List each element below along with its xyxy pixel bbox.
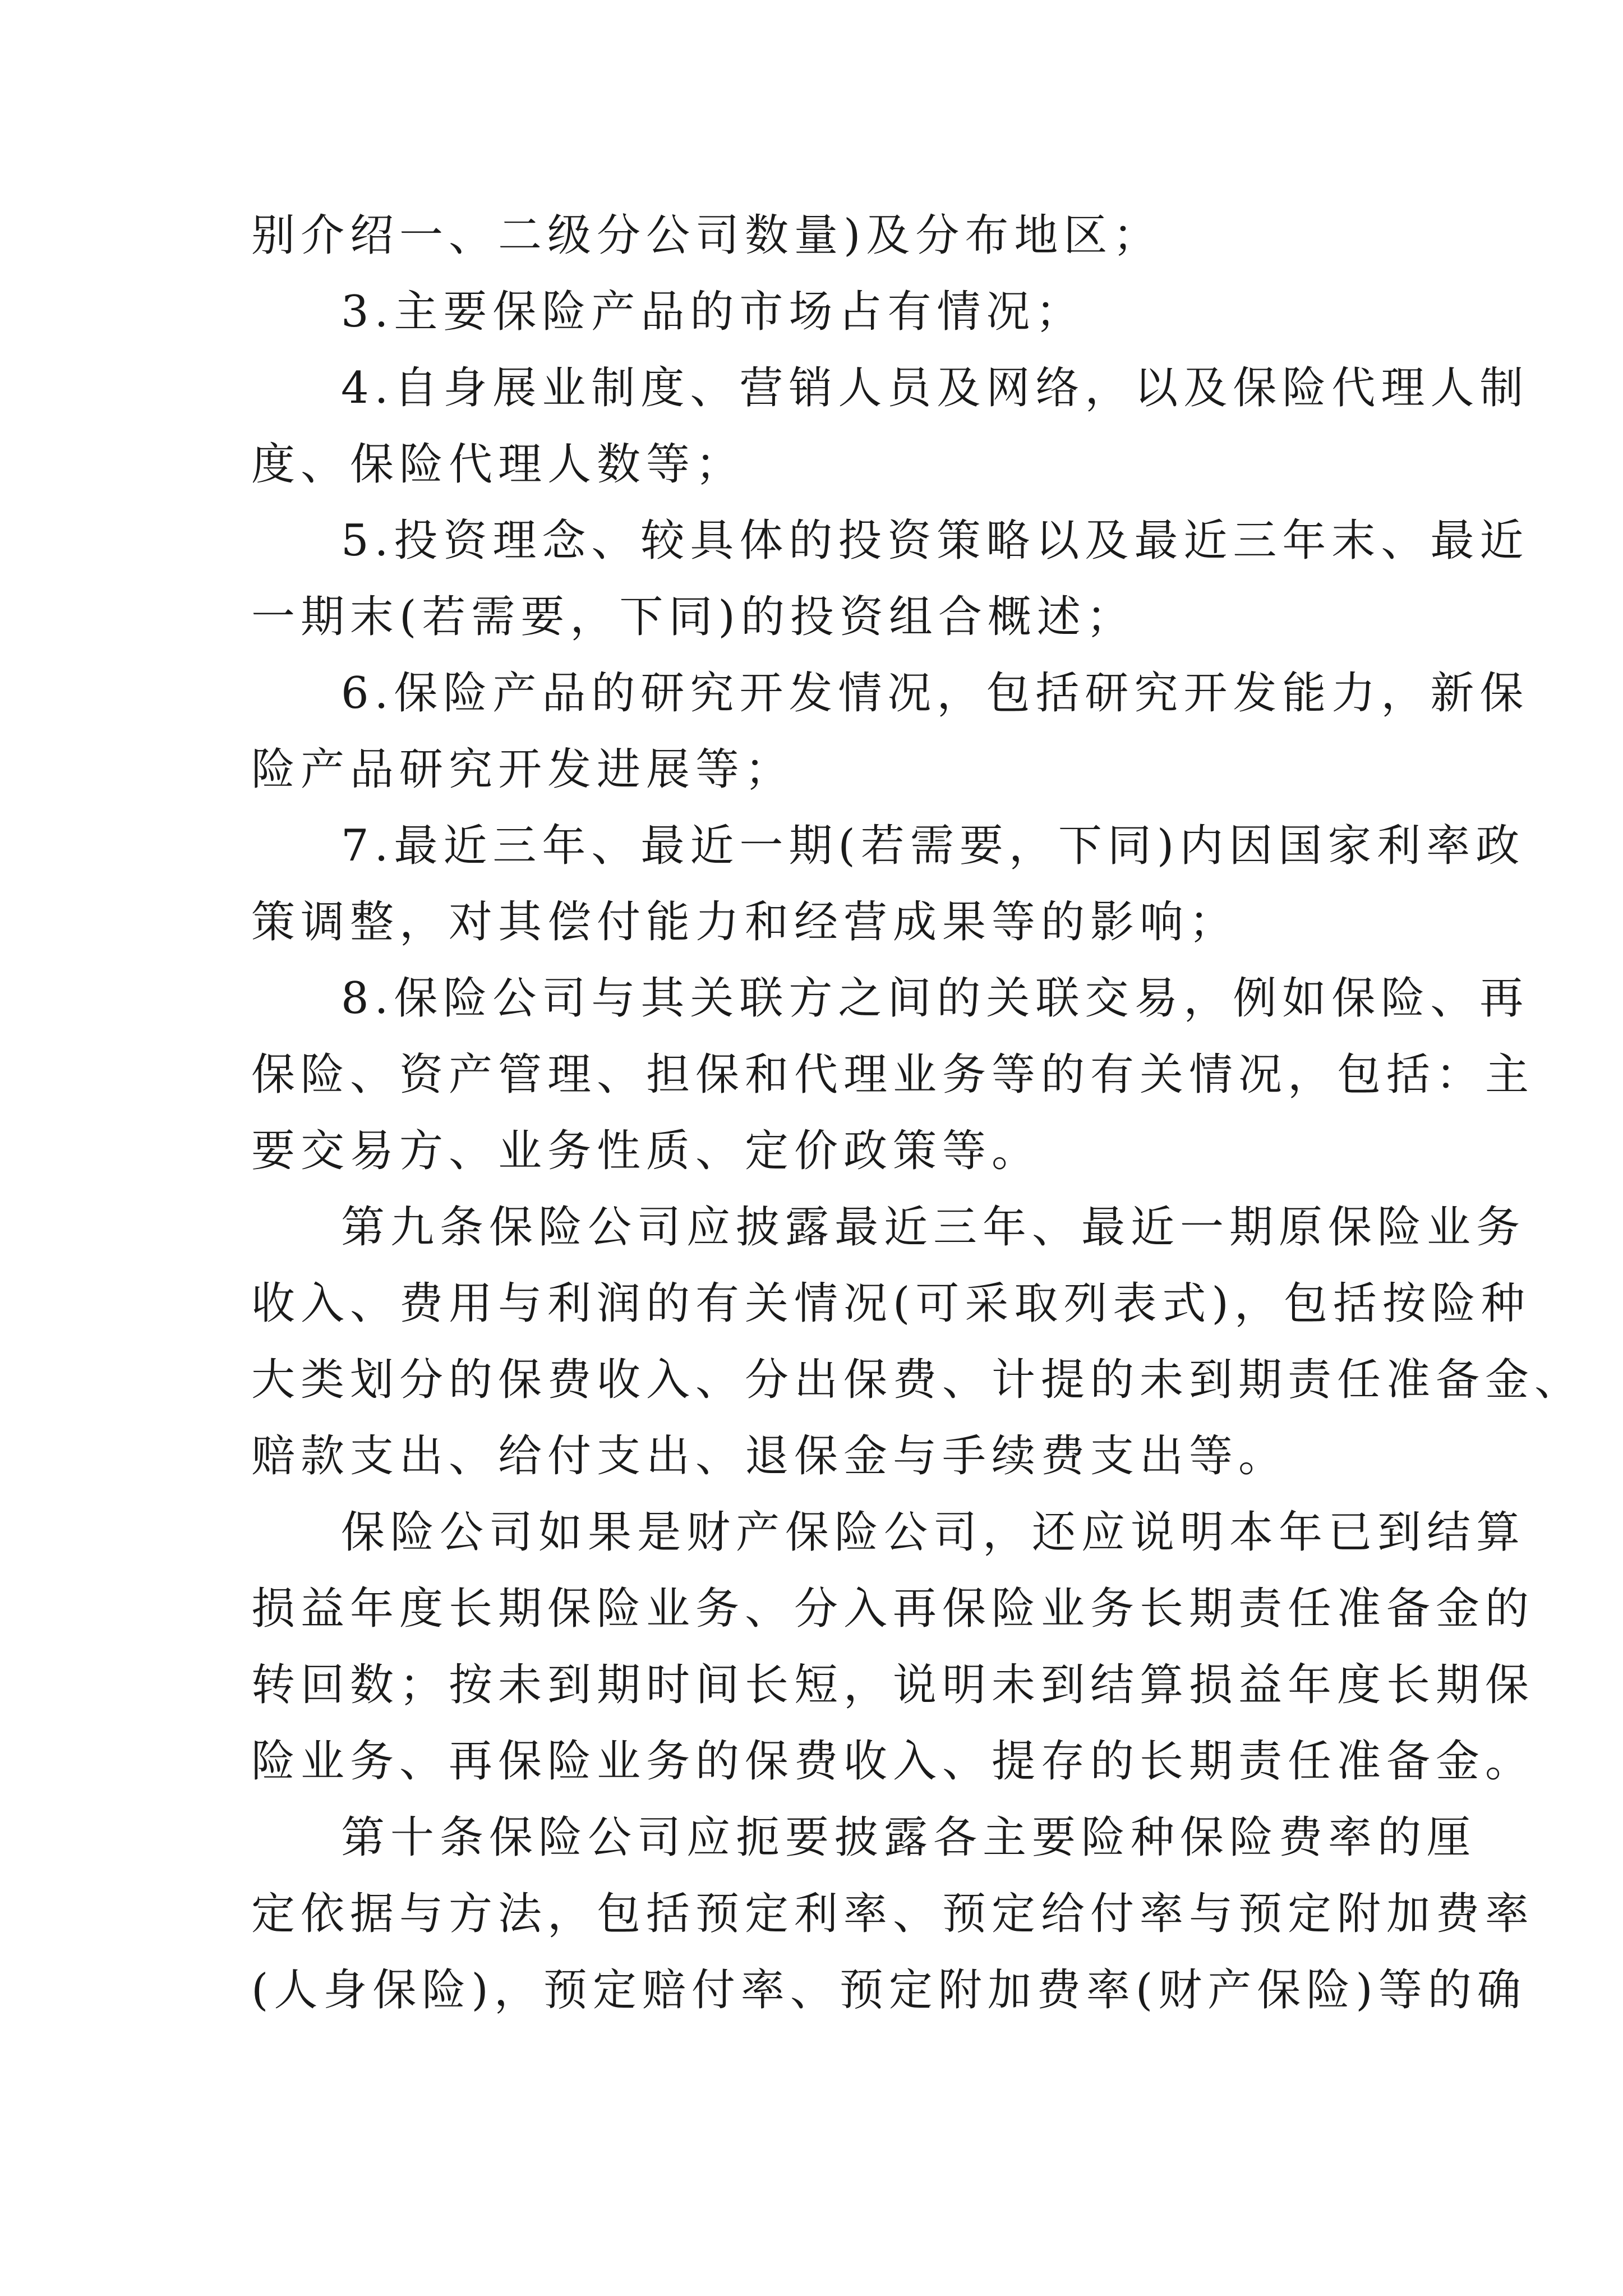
text-line: 保险公司如果是财产保险公司，还应说明本年已到结算 (341, 1507, 1526, 1558)
text-line: 3.主要保险产品的市场占有情况； (341, 287, 1085, 337)
text-line: 第十条保险公司应扼要披露各主要险种保险费率的厘 (341, 1812, 1477, 1863)
text-line: 一期末(若需要，下同)的投资组合概述； (251, 592, 1136, 642)
text-line: 7.最近三年、最近一期(若需要，下同)内因国家利率政 (341, 821, 1525, 871)
text-line: 转回数；按未到期时间长短，说明未到结算损益年度长期保 (251, 1660, 1535, 1710)
text-line: 损益年度长期保险业务、分入再保险业务长期责任准备金的 (251, 1584, 1535, 1634)
text-line: 险业务、再保险业务的保费收入、提存的长期责任准备金。 (251, 1736, 1535, 1787)
text-line: (人身保险)，预定赔付率、预定附加费率(财产保险)等的确 (251, 1965, 1527, 2016)
text-line: 赔款支出、给付支出、退保金与手续费支出等。 (251, 1431, 1288, 1481)
text-line: 6.保险产品的研究开发情况，包括研究开发能力，新保 (341, 668, 1529, 719)
text-line: 第九条保险公司应披露最近三年、最近一期原保险业务 (341, 1202, 1526, 1253)
text-line: 险产品研究开发进展等； (251, 744, 795, 795)
text-line: 保险、资产管理、担保和代理业务等的有关情况，包括：主 (251, 1050, 1535, 1100)
text-line: 4.自身展业制度、营销人员及网络，以及保险代理人制 (341, 363, 1529, 413)
text-line: 策调整，对其偿付能力和经营成果等的影响； (251, 897, 1239, 947)
text-line: 大类划分的保费收入、分出保费、计提的未到期责任准备金、 (251, 1355, 1584, 1405)
text-line: 别介绍一、二级分公司数量)及分布地区； (251, 210, 1163, 261)
document-body (251, 197, 1584, 2028)
text-line: 8.保险公司与其关联方之间的关联交易，例如保险、再 (341, 973, 1529, 1024)
text-line: 度、保险代理人数等； (251, 439, 745, 490)
text-line: 5.投资理念、较具体的投资策略以及最近三年末、最近 (341, 516, 1529, 566)
text-line: 定依据与方法，包括预定利率、预定给付率与预定附加费率 (251, 1889, 1535, 1939)
text-line: 收入、费用与利润的有关情况(可采取列表式)，包括按险种 (251, 1278, 1530, 1329)
text-line: 要交易方、业务性质、定价政策等。 (251, 1126, 1041, 1176)
